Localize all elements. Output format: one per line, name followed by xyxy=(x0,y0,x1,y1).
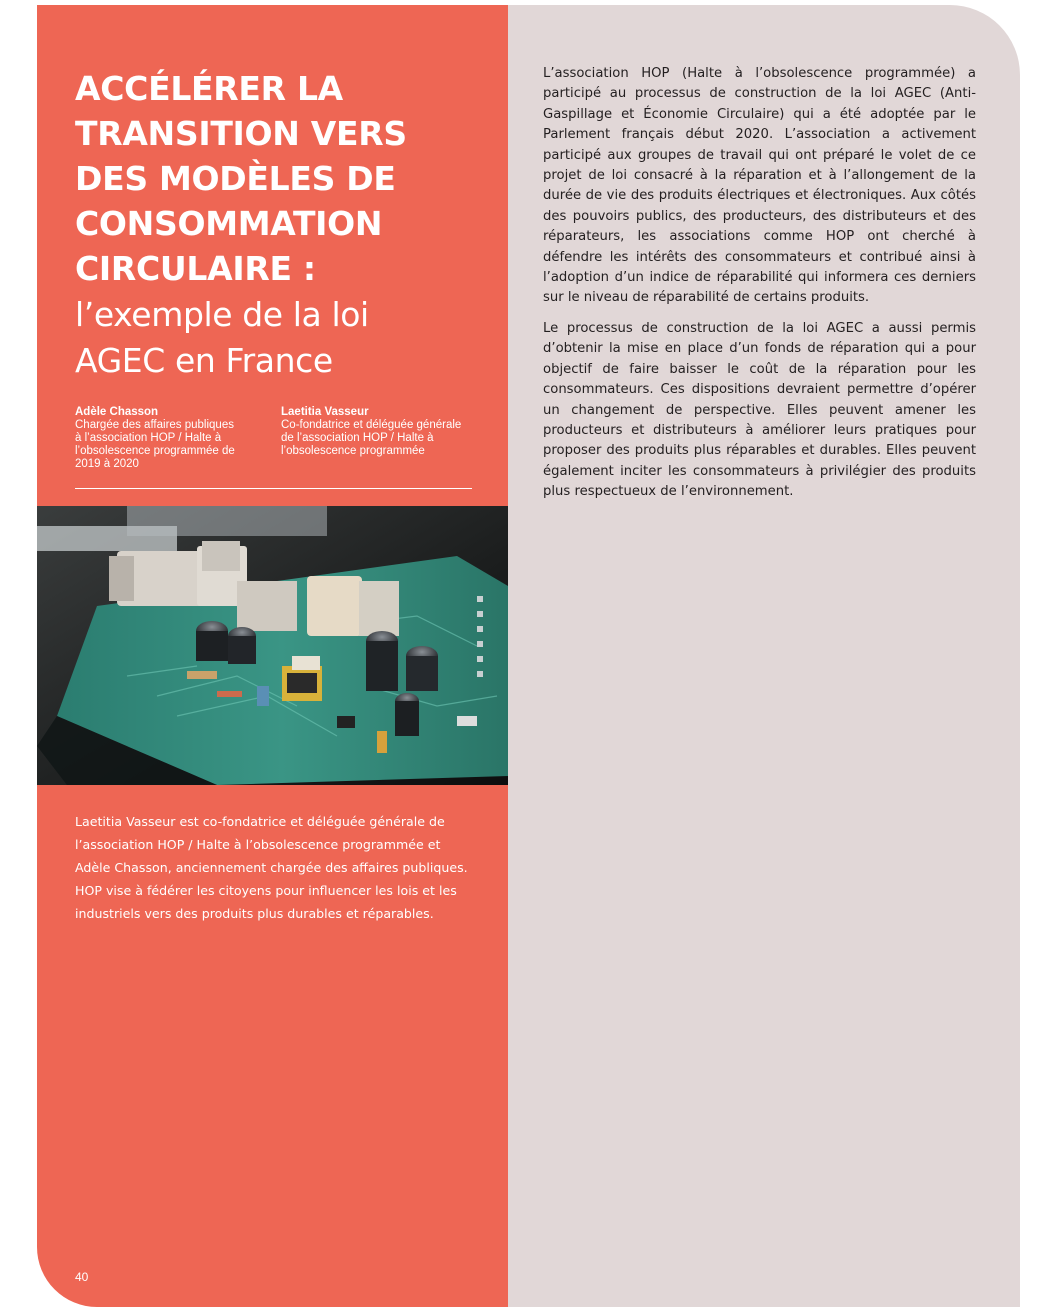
author-laetitia-vasseur xyxy=(281,405,471,458)
article-body xyxy=(543,64,976,513)
circuit-board-illustration xyxy=(37,506,508,785)
title-line: ACCÉLÉRER LA xyxy=(75,69,343,108)
author-role: Chargée des affaires publiques à l’association HOP / Halte à l’obsolescence programmée de 2019 à 2020 xyxy=(75,419,235,470)
body-paragraph: Le processus de construction de la loi AGEC a aussi permis d’obtenir la mise en place d’un fonds de réparation qui a pour objectif de faire baisser le coût de la réparation pour les consommateurs. Ces dispositions devraient permettre d’opérer un changement de perspective. Elles peuvent amener les producteurs et distributeurs à améliorer leurs pratiques pour proposer des produits plus réparables et durables. Elles peuvent également inciter les consommateurs à privilégier des produits plus respectueux de l’environnement. xyxy=(543,320,976,500)
page-number: 40 xyxy=(75,1270,89,1284)
author-adele-chasson xyxy=(75,405,265,471)
article-title xyxy=(75,66,495,291)
subtitle-line: l’exemple de la loi xyxy=(75,295,369,334)
author-name: Laetitia Vasseur xyxy=(281,406,369,418)
article-subtitle xyxy=(75,292,495,384)
title-line: CIRCULAIRE : xyxy=(75,249,316,288)
title-line: CONSOMMATION xyxy=(75,204,383,243)
circuit-board-photo xyxy=(37,506,508,785)
author-bio: Laetitia Vasseur est co-fondatrice et déléguée générale de l’association HOP / Halte à l’obsolescence programmée et Adèle Chasson, anciennement chargée des affaires publiques. HOP vise à fédérer les citoyens pour influencer les lois et les industriels vers des produits plus durables et réparables. xyxy=(75,814,468,921)
author-name: Adèle Chasson xyxy=(75,406,159,418)
title-line: DES MODÈLES DE xyxy=(75,159,396,198)
author-role: Co-fondatrice et déléguée générale de l’association HOP / Halte à l’obsolescence programmée xyxy=(281,419,462,457)
divider-line xyxy=(75,488,472,489)
title-line: TRANSITION VERS xyxy=(75,114,407,153)
body-paragraph: L’association HOP (Halte à l’obsolescence programmée) a participé au processus de construction de la loi AGEC (Anti-Gaspillage et Économie Circulaire) qui a été adoptée par le Parlement français début 2020. L’association a activement participé aux groupes de travail qui ont préparé le volet de ce projet de loi consacré à la réparation et à l’allongement de la durée de vie des produits électriques et électroniques. Aux côtés des pouvoirs publics, des producteurs, des distributeurs et des réparateurs, les associations comme HOP ont cherché à défendre les intérêts des consommateurs et contribué ainsi à l’adoption d’un indice de réparabilité qui informera ces derniers sur le niveau de réparabilité de certains produits. xyxy=(543,66,976,306)
subtitle-line: AGEC en France xyxy=(75,341,333,380)
